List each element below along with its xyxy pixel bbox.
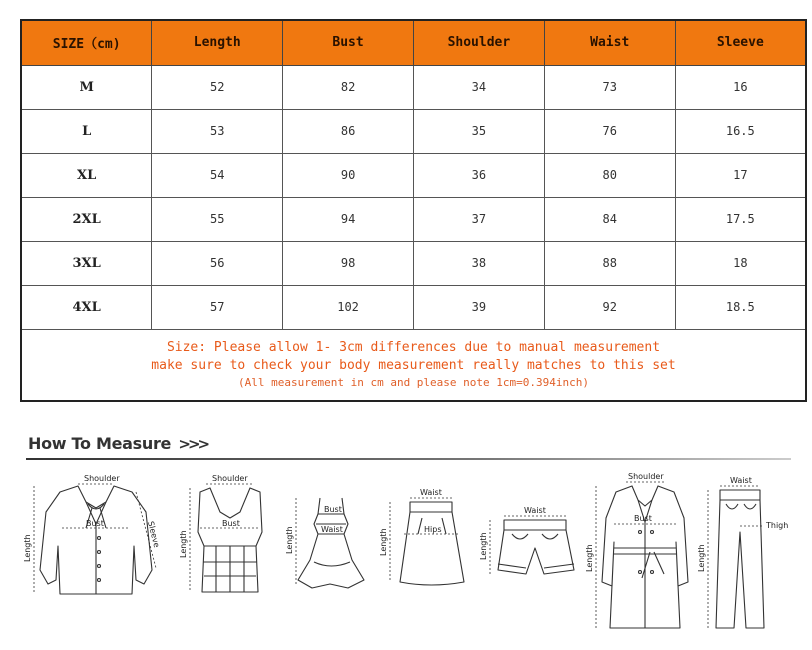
sleeve-cell: 16.5 [675, 109, 806, 153]
waist-cell: 76 [544, 109, 675, 153]
shoulder-cell: 34 [413, 65, 544, 109]
measurement-notes [21, 329, 806, 401]
waist-cell: 92 [544, 285, 675, 329]
header-waist: Waist [544, 20, 675, 65]
header-shoulder: Shoulder [413, 20, 544, 65]
dress-waist-label: Waist [321, 525, 343, 534]
bust-cell: 102 [283, 285, 414, 329]
table-row [21, 153, 806, 197]
jacket-length-label: Length [23, 534, 32, 562]
header-bust: Bust [283, 20, 414, 65]
size-chart-header-row [21, 20, 806, 65]
trousers-length-label: Length [697, 544, 706, 572]
length-cell: 53 [152, 109, 283, 153]
bust-cell: 82 [283, 65, 414, 109]
how-to-measure-text: How To Measure [28, 434, 172, 453]
jacket-shoulder-label: Shoulder [84, 474, 120, 483]
length-cell: 54 [152, 153, 283, 197]
coat-bust-label: Bust [634, 514, 652, 523]
shoulder-cell: 37 [413, 197, 544, 241]
length-cell: 57 [152, 285, 283, 329]
sleeve-cell: 18 [675, 241, 806, 285]
measure-labels [23, 472, 788, 572]
trousers-diagram [716, 490, 764, 628]
note-line-conversion: (All measurement in cm and please note 1cm=0.394inch) [238, 376, 589, 390]
coat-shoulder-label: Shoulder [628, 472, 664, 481]
chevrons-icon: >>> [178, 435, 208, 453]
bust-cell: 90 [283, 153, 414, 197]
skirt-diagram [400, 502, 464, 585]
coat-diagram [602, 486, 688, 628]
blouse-diagram [198, 488, 262, 592]
coat-length-label: Length [585, 544, 594, 572]
size-cell: M [21, 65, 152, 109]
skirt-hips-label: Hips [424, 525, 442, 534]
size-cell: 2XL [21, 197, 152, 241]
section-divider [26, 458, 791, 460]
length-cell: 52 [152, 65, 283, 109]
length-cell: 55 [152, 197, 283, 241]
sleeve-cell: 18.5 [675, 285, 806, 329]
jacket-sleeve-label: Sleeve [146, 520, 162, 549]
shorts-diagram [498, 520, 574, 574]
bust-cell: 86 [283, 109, 414, 153]
size-cell: 4XL [21, 285, 152, 329]
size-chart-table [20, 19, 807, 402]
sleeve-cell: 16 [675, 65, 806, 109]
sleeve-cell: 17 [675, 153, 806, 197]
how-to-measure-title [28, 434, 207, 453]
bust-cell: 98 [283, 241, 414, 285]
how-to-measure-diagrams [0, 462, 812, 650]
blouse-shoulder-label: Shoulder [212, 474, 248, 483]
shoulder-cell: 39 [413, 285, 544, 329]
jacket-diagram [40, 486, 152, 594]
shoulder-cell: 38 [413, 241, 544, 285]
table-row [21, 109, 806, 153]
waist-cell: 80 [544, 153, 675, 197]
waist-cell: 73 [544, 65, 675, 109]
size-cell: XL [21, 153, 152, 197]
sleeve-cell: 17.5 [675, 197, 806, 241]
header-size: SIZE（cm) [21, 20, 152, 65]
dress-length-label: Length [285, 526, 294, 554]
header-length: Length [152, 20, 283, 65]
blouse-bust-label: Bust [222, 519, 240, 528]
skirt-waist-label: Waist [420, 488, 442, 497]
bust-cell: 94 [283, 197, 414, 241]
shoulder-cell: 36 [413, 153, 544, 197]
note-line-allowance: Size: Please allow 1- 3cm differences due to manual measurement [166, 340, 661, 356]
skirt-length-label: Length [379, 528, 388, 556]
size-cell: 3XL [21, 241, 152, 285]
table-row [21, 65, 806, 109]
table-row [21, 197, 806, 241]
trousers-waist-label: Waist [730, 476, 752, 485]
table-row [21, 285, 806, 329]
blouse-length-label: Length [179, 530, 188, 558]
shorts-waist-label: Waist [524, 506, 546, 515]
dress-bust-label: Bust [324, 505, 342, 514]
notes-row [21, 329, 806, 401]
waist-cell: 84 [544, 197, 675, 241]
waist-cell: 88 [544, 241, 675, 285]
trousers-thigh-label: Thigh [766, 521, 789, 530]
skirt-measure-lines [390, 498, 458, 582]
shoulder-cell: 35 [413, 109, 544, 153]
length-cell: 56 [152, 241, 283, 285]
coat-measure-lines [596, 482, 676, 628]
shorts-length-label: Length [479, 532, 488, 560]
header-sleeve: Sleeve [675, 20, 806, 65]
table-row [21, 241, 806, 285]
size-cell: L [21, 109, 152, 153]
jacket-bust-label: Bust [86, 519, 104, 528]
note-line-check: make sure to check your body measurement really matches to this set [151, 358, 676, 374]
